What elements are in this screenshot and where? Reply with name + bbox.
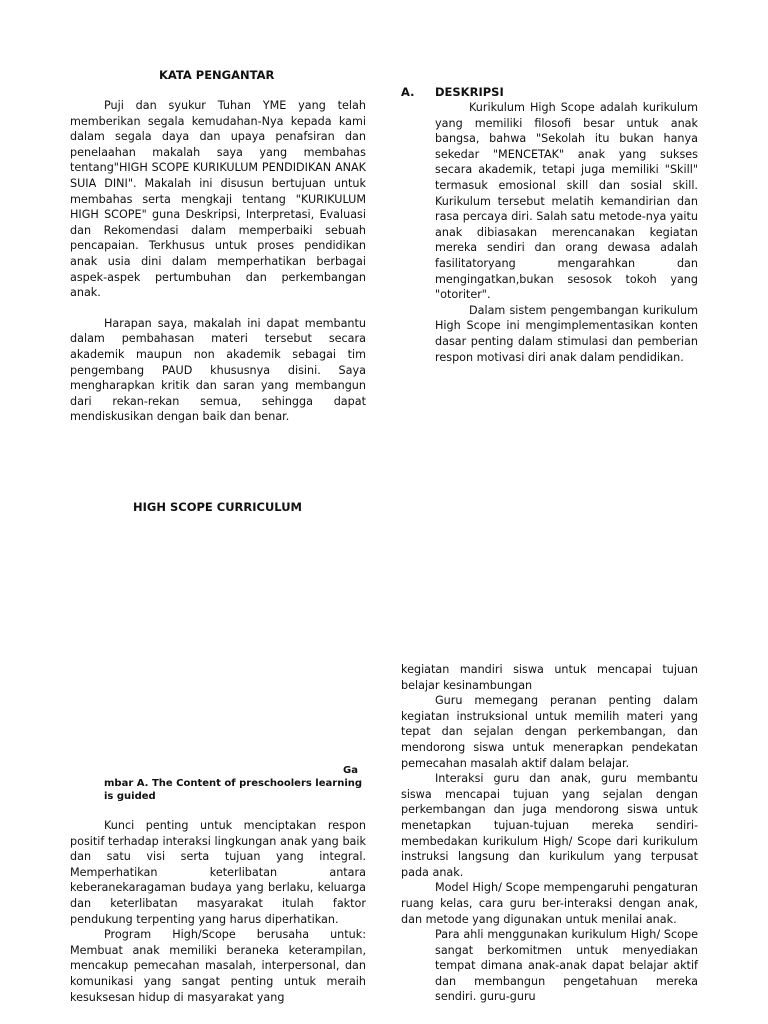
figure-caption-part1: Ga [343,765,358,776]
section-letter: A. [401,85,415,99]
paragraph: Interaksi guru dan anak, guru membantu siswa mencapai tujuan yang sejalan dengan perkembangan dan juga mendorong siswa untuk menetapkan tujuan-tujuan mereka sendiri-membedakan kurikulum High/ Scope dari kurikulum instruksi langsung dan kurikulum yang terpusat pada anak. [401,772,698,879]
title-high-scope-curriculum: HIGH SCOPE CURRICULUM [133,500,303,514]
paragraph: Dalam sistem pengembangan kurikulum High Scope ini mengimplementasikan konten dasar penting dalam stimulasi dan pemberian respon motivasi diri anak dalam pendidikan. [435,303,698,364]
paragraph-hanging-text: Para ahli menggunakan kurikulum High/ Scope sangat berkomitmen untuk menyediakan tempat dimana anak-anak dapat belajar aktif dan membangun pengetahuan mereka sendiri. guru-guru [435,928,698,1004]
deskripsi-body [435,100,698,365]
figure-caption-part2: mbar A. The Content of preschoolers learning is guided [104,778,363,802]
paragraph: Puji dan syukur Tuhan YME yang telah memberikan segala kemudahan-Nya kepada kami dalam segala daya dan upaya penafsiran dan penelaahan makalah saya yang membahas tentang"HIGH SCOPE KURIKULUM PENDIDIKAN ANAK SUIA DINI". Makalah ini disusun bertujuan untuk membahas serta mengkaji tentang "KURIKULUM HIGH SCOPE" guna Deskripsi, Interpretasi, Evaluasi dan Rekomendasi dalam memperbaiki sebuah pencapaian. Terkhusus untuk proses pendidikan anak usia dini dalam memperhatikan berbagai aspek-aspek pertumbuhan dan perkembangan anak. [70,99,366,300]
paragraph: Kurikulum High Scope adalah kurikulum yang memiliki filosofi besar untuk anak bangsa, bahwa "Sekolah itu bukan hanya sekedar "MENCETAK" anak yang sukses secara akademik, tetapi juga memiliki "Skill" termasuk emosional skill dan sosial skill. Kurikulum tersebut melatih kemandirian dan rasa percaya diri. Salah satu metode-nya yaitu anak dibiasakan merencanakan kegiatan mereka sendiri dan orang dewasa adalah fasilitatoryang mengarahkan dan mengingatkan,bukan sesosok tokoh yang "otoriter". [435,101,698,302]
paragraph: kegiatan mandiri siswa untuk mencapai tujuan belajar kesinambungan [401,663,698,692]
right-bottom-body [401,662,698,1005]
paragraph: Harapan saya, makalah ini dapat membantu dalam pembahasan materi tersebut secara akademik maupun non akademik sebagai tim pengembang PAUD khususnya disini. Saya mengharapkan kritik dan saran yang membangun dari rekan-rekan semua, sehingga dapat mendiskusikan dengan baik dan benar. [70,316,366,424]
section-title-deskripsi: DESKRIPSI [435,85,504,99]
paragraph: Program High/Scope berusaha untuk: Membuat anak memiliki beraneka keterampilan, mencakup pemecahan masalah, interpersonal, dan komunikasi yang sangat penting untuk meraih kesuksesan hidup di masyarakat yang [70,928,366,1004]
paragraph: Guru memegang peranan penting dalam kegiatan instruksional untuk memilih materi yang tepat dan sejalan dengan perkembangan, dan mendorong siswa untuk menerapkan pendekatan pemecahan masalah aktif dalam belajar. [401,694,698,770]
kata-pengantar-body [70,98,366,425]
paragraph: Model High/ Scope mempengaruhi pengaturan ruang kelas, cara guru ber-interaksi dengan anak, dan metode yang digunakan untuk menilai anak. [401,881,698,926]
paragraph-hanging [401,927,698,1005]
left-bottom-body [70,818,366,1005]
paragraph: Kunci penting untuk menciptakan respon positif terhadap interaksi lingkungan anak yang baik dan satu visi serta tujuan yang integral. Memperhatikan keterlibatan antara keberanekaragaman budaya yang berlaku, keluarga dan keterlibatan masyarakat itulah faktor pendukung terpenting yang harus diperhatikan. [70,819,366,926]
title-kata-pengantar: KATA PENGANTAR [159,68,275,82]
